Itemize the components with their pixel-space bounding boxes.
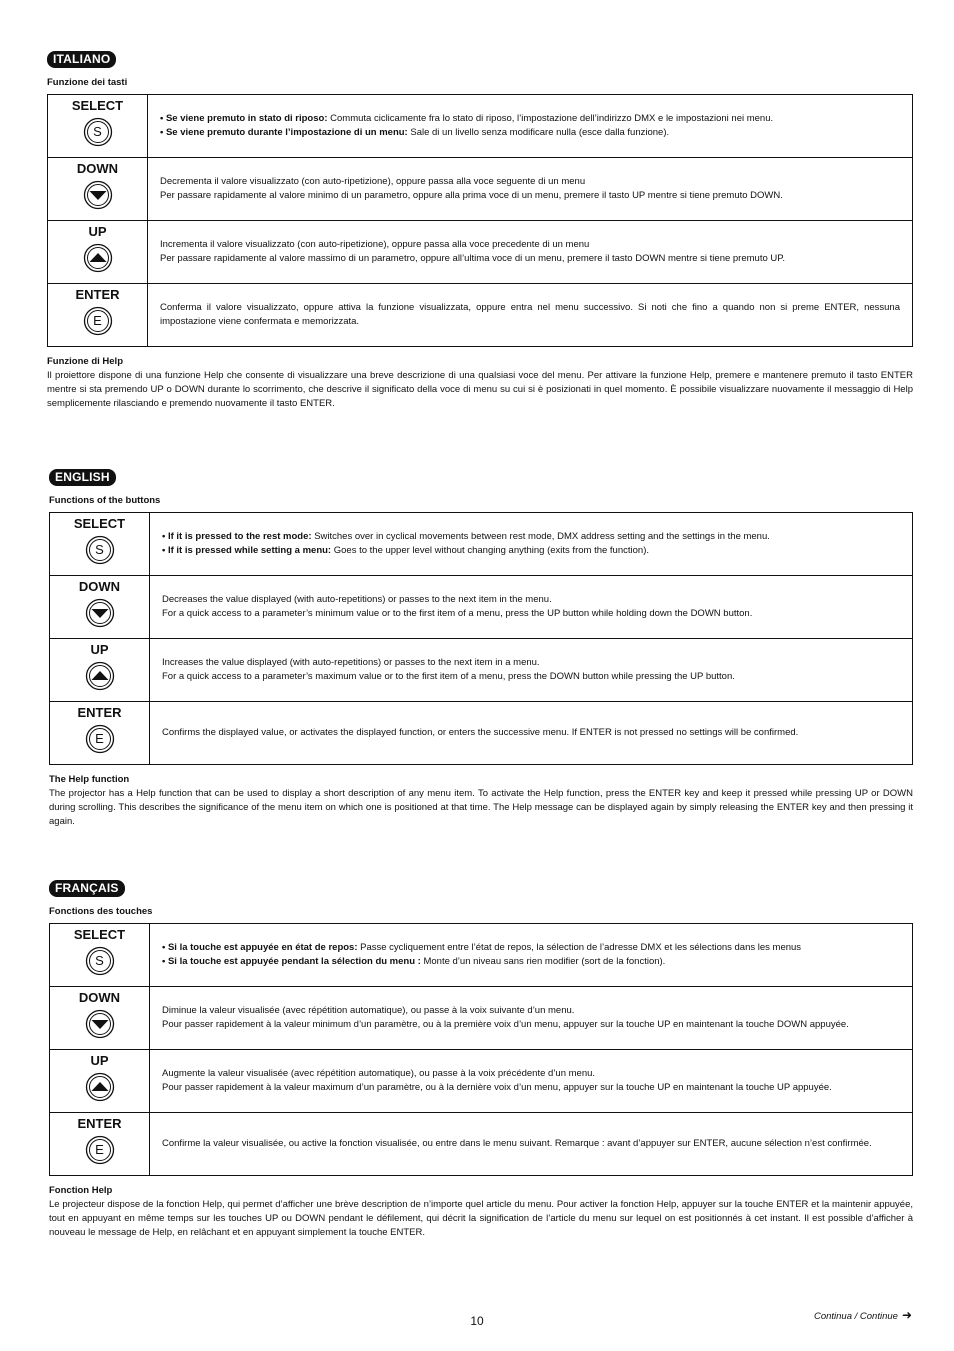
description-text: Passe cycliquement entre l’état de repos, la sélection de l’adresse DMX et les sélections dans les menus [357, 942, 802, 953]
key-cell [48, 221, 148, 284]
key-description [150, 1113, 913, 1176]
section-subtitle: Fonctions des touches [49, 906, 153, 917]
key-description [148, 221, 913, 284]
key-row-enter [48, 284, 913, 347]
key-cell [50, 1050, 150, 1113]
description-text: Goes to the upper level without changing anything (exits from the function). [331, 545, 649, 556]
key-description [150, 513, 913, 576]
description-line [162, 530, 900, 544]
key-name: ENTER [77, 1116, 122, 1131]
continue-link[interactable] [814, 1308, 912, 1322]
key-description [150, 702, 913, 765]
description-bold-lead: • Si la touche est appuyée pendant la sélection du menu : [162, 956, 421, 967]
key-description [150, 987, 913, 1050]
e-key-icon [85, 1135, 115, 1165]
key-row-enter [50, 1113, 913, 1176]
help-title: Fonction Help [49, 1185, 113, 1196]
description-line [160, 126, 900, 140]
description-text: Pour passer rapidement à la valeur minimum d’un paramètre, ou à la première voix d’un menu, appuyer sur la touche UP en maintenant la touche DOWN appuyée. [162, 1019, 849, 1030]
help-title: Funzione di Help [47, 356, 123, 367]
key-name: SELECT [73, 516, 126, 531]
description-bold-lead: • Se viene premuto durante l’impostazione di un menu: [160, 127, 408, 138]
key-icon-letter: S [95, 953, 104, 968]
description-text: Commuta ciclicamente fra lo stato di riposo, l’impostazione dell’indirizzo DMX e le impostazioni nei menu. [327, 113, 774, 124]
description-text: Per passare rapidamente al valore minimo di un parametro, oppure alla prima voce di un menu, premere il tasto UP mentre si tiene premuto DOWN. [160, 190, 783, 201]
description-text: Incrementa il valore visualizzato (con auto-ripetizione), oppure passa alla voce precedente di un menu [160, 239, 590, 250]
key-icon-letter: S [93, 124, 102, 139]
description-line [162, 1004, 900, 1018]
e-key-icon [85, 724, 115, 754]
key-name: DOWN [78, 990, 121, 1005]
key-cell [48, 158, 148, 221]
description-bold-lead: • If it is pressed to the rest mode: [162, 531, 312, 542]
key-description [148, 95, 913, 158]
key-row-enter [50, 702, 913, 765]
key-cell [50, 1113, 150, 1176]
section-subtitle: Funzione dei tasti [47, 77, 128, 88]
section-francais [49, 879, 913, 1240]
description-text: Monte d’un niveau sans rien modifier (sort de la fonction). [420, 956, 666, 967]
key-cell [50, 576, 150, 639]
description-line [162, 726, 900, 740]
key-name: UP [88, 224, 107, 239]
key-icon-letter: S [95, 542, 104, 557]
key-row-select [50, 924, 913, 987]
key-name: SELECT [73, 927, 126, 942]
page-number: 10 [470, 1314, 484, 1328]
key-name: UP [90, 1053, 109, 1068]
description-bold-lead: • Si la touche est appuyée en état de repos: [162, 942, 358, 953]
key-name: UP [90, 642, 109, 657]
s-key-icon [83, 117, 113, 147]
key-description [148, 284, 913, 347]
down-arrow-icon [85, 1009, 115, 1039]
description-line [160, 301, 900, 329]
description-line [162, 1137, 900, 1151]
key-name: ENTER [77, 705, 122, 720]
section-english [49, 468, 913, 829]
description-bold-lead: • If it is pressed while setting a menu: [162, 545, 332, 556]
description-bold-lead: • Se viene premuto in stato di riposo: [160, 113, 328, 124]
down-arrow-icon [83, 180, 113, 210]
continue-text: Continua / Continue [813, 1311, 898, 1322]
key-name: DOWN [76, 161, 119, 176]
description-line [160, 175, 900, 189]
language-badge: FRANÇAIS [49, 880, 125, 897]
key-name: SELECT [71, 98, 124, 113]
key-icon-letter: E [93, 313, 102, 328]
description-text: Confirms the displayed value, or activates the displayed function, or enters the successive menu. If ENTER is not pressed no settings will be confirmed. [162, 727, 799, 738]
s-key-icon [85, 535, 115, 565]
description-text: Augmente la valeur visualisée (avec répétition automatique), ou passe à la voix précédente d’un menu. [162, 1068, 596, 1079]
key-functions-table [49, 512, 913, 765]
language-badge: ITALIANO [47, 51, 116, 68]
description-line [162, 544, 900, 558]
description-text: Increases the value displayed (with auto-repetitions) or passes to the next item in a menu. [162, 657, 540, 668]
description-line [162, 656, 900, 670]
key-cell [50, 639, 150, 702]
help-text: Il proiettore dispone di una funzione Help che consente di visualizzare una breve descrizione di una qualsiasi voce del menu. Per attivare la funzione Help, premere e mantenere premuto il tasto ENTER mentre si sta premendo UP o DOWN durante lo scorrimento, che descrive il significato della voce di menu su cui si è posizionati in quel momento. È possibile visualizzare nuovamente il messaggio di Help semplicemente rilasciando e premendo nuovamente il tasto ENTER. [47, 370, 913, 409]
key-description [150, 924, 913, 987]
up-arrow-icon [85, 661, 115, 691]
key-row-select [50, 513, 913, 576]
key-row-down [50, 987, 913, 1050]
key-row-down [50, 576, 913, 639]
language-badge: ENGLISH [49, 469, 116, 486]
description-text: Sale di un livello senza modificare nulla (esce dalla funzione). [407, 127, 670, 138]
help-text: Le projecteur dispose de la fonction Help, qui permet d’afficher une brève description de n’importe quel article du menu. Pour activer la fonction Help, appuyer sur la touche ENTER et la maintenir appuyée, tout en appuyant en même temps sur les touches UP ou DOWN pendant le défilement, qui décrit la signification de l’article du menu sur lequel on est positionnés à cet instant. Il est possible d’afficher à nouveau le message de Help, en relâchant et en appuyant simplement la touche ENTER. [49, 1199, 913, 1238]
up-arrow-icon [85, 1072, 115, 1102]
help-title: The Help function [49, 774, 130, 785]
key-cell [48, 95, 148, 158]
description-line [162, 1067, 900, 1081]
description-line [162, 607, 900, 621]
description-text: For a quick access to a parameter’s minimum value or to the first item of a menu, press the UP button while holding down the DOWN button. [162, 608, 753, 619]
description-line [160, 238, 900, 252]
section-italiano [47, 50, 913, 411]
description-line [162, 955, 900, 969]
description-line [160, 189, 900, 203]
section-subtitle: Functions of the buttons [49, 495, 161, 506]
description-text: For a quick access to a parameter’s maximum value or to the first item of a menu, press the DOWN button while pressing the UP button. [162, 671, 735, 682]
description-text: Conferma il valore visualizzato, oppure attiva la funzione visualizzata, oppure entra nel menu successivo. Si noti che fino a quando non si preme ENTER, nessuna impostazione viene confermata e memorizzata. [160, 302, 900, 327]
key-cell [50, 924, 150, 987]
description-text: Decreases the value displayed (with auto-repetitions) or passes to the next item in the menu. [162, 594, 552, 605]
key-icon-letter: E [95, 731, 104, 746]
key-functions-table [47, 94, 913, 347]
description-text: Per passare rapidamente al valore massimo di un parametro, oppure all’ultima voce di un menu, premere il tasto DOWN mentre si tiene premuto UP. [160, 253, 785, 264]
description-text: Diminue la valeur visualisée (avec répétition automatique), ou passe à la voix suivante d’un menu. [162, 1005, 575, 1016]
description-text: Pour passer rapidement à la valeur maximum d’un paramètre, ou à la dernière voix d’un menu, appuyer sur la touche UP en maintenant la touche UP appuyée. [162, 1082, 832, 1093]
description-line [162, 1018, 900, 1032]
arrow-right-icon: ➜ [901, 1308, 912, 1322]
key-row-up [50, 639, 913, 702]
help-text: The projector has a Help function that can be used to display a short description of any menu item. To activate the Help function, press the ENTER key and keep it pressed while pressing UP or DOWN during scrolling. This describes the significance of the menu item on which one is positioned at that time. The Help message can be displayed again by simply releasing the ENTER key and then pressing it again. [49, 788, 913, 827]
key-row-down [48, 158, 913, 221]
key-functions-table [49, 923, 913, 1176]
e-key-icon [83, 306, 113, 336]
key-cell [50, 513, 150, 576]
description-text: Decrementa il valore visualizzato (con auto-ripetizione), oppure passa alla voce seguente di un menu [160, 176, 586, 187]
key-name: DOWN [78, 579, 121, 594]
key-cell [50, 702, 150, 765]
key-description [150, 576, 913, 639]
key-cell [50, 987, 150, 1050]
description-line [162, 670, 900, 684]
key-description [150, 639, 913, 702]
up-arrow-icon [83, 243, 113, 273]
s-key-icon [85, 946, 115, 976]
description-line [160, 112, 900, 126]
key-name: ENTER [75, 287, 120, 302]
key-row-up [48, 221, 913, 284]
key-description [148, 158, 913, 221]
key-icon-letter: E [95, 1142, 104, 1157]
description-line [162, 941, 900, 955]
key-description [150, 1050, 913, 1113]
key-row-select [48, 95, 913, 158]
key-cell [48, 284, 148, 347]
description-text: Confirme la valeur visualisée, ou active la fonction visualisée, ou entre dans le menu suivant. Remarque : avant d’appuyer sur ENTER, aucune sélection n’est confirmée. [162, 1138, 872, 1149]
description-line [162, 1081, 900, 1095]
down-arrow-icon [85, 598, 115, 628]
description-line [162, 593, 900, 607]
description-text: Switches over in cyclical movements between rest mode, DMX address setting and the settings in the menu. [311, 531, 770, 542]
description-line [160, 252, 900, 266]
key-row-up [50, 1050, 913, 1113]
